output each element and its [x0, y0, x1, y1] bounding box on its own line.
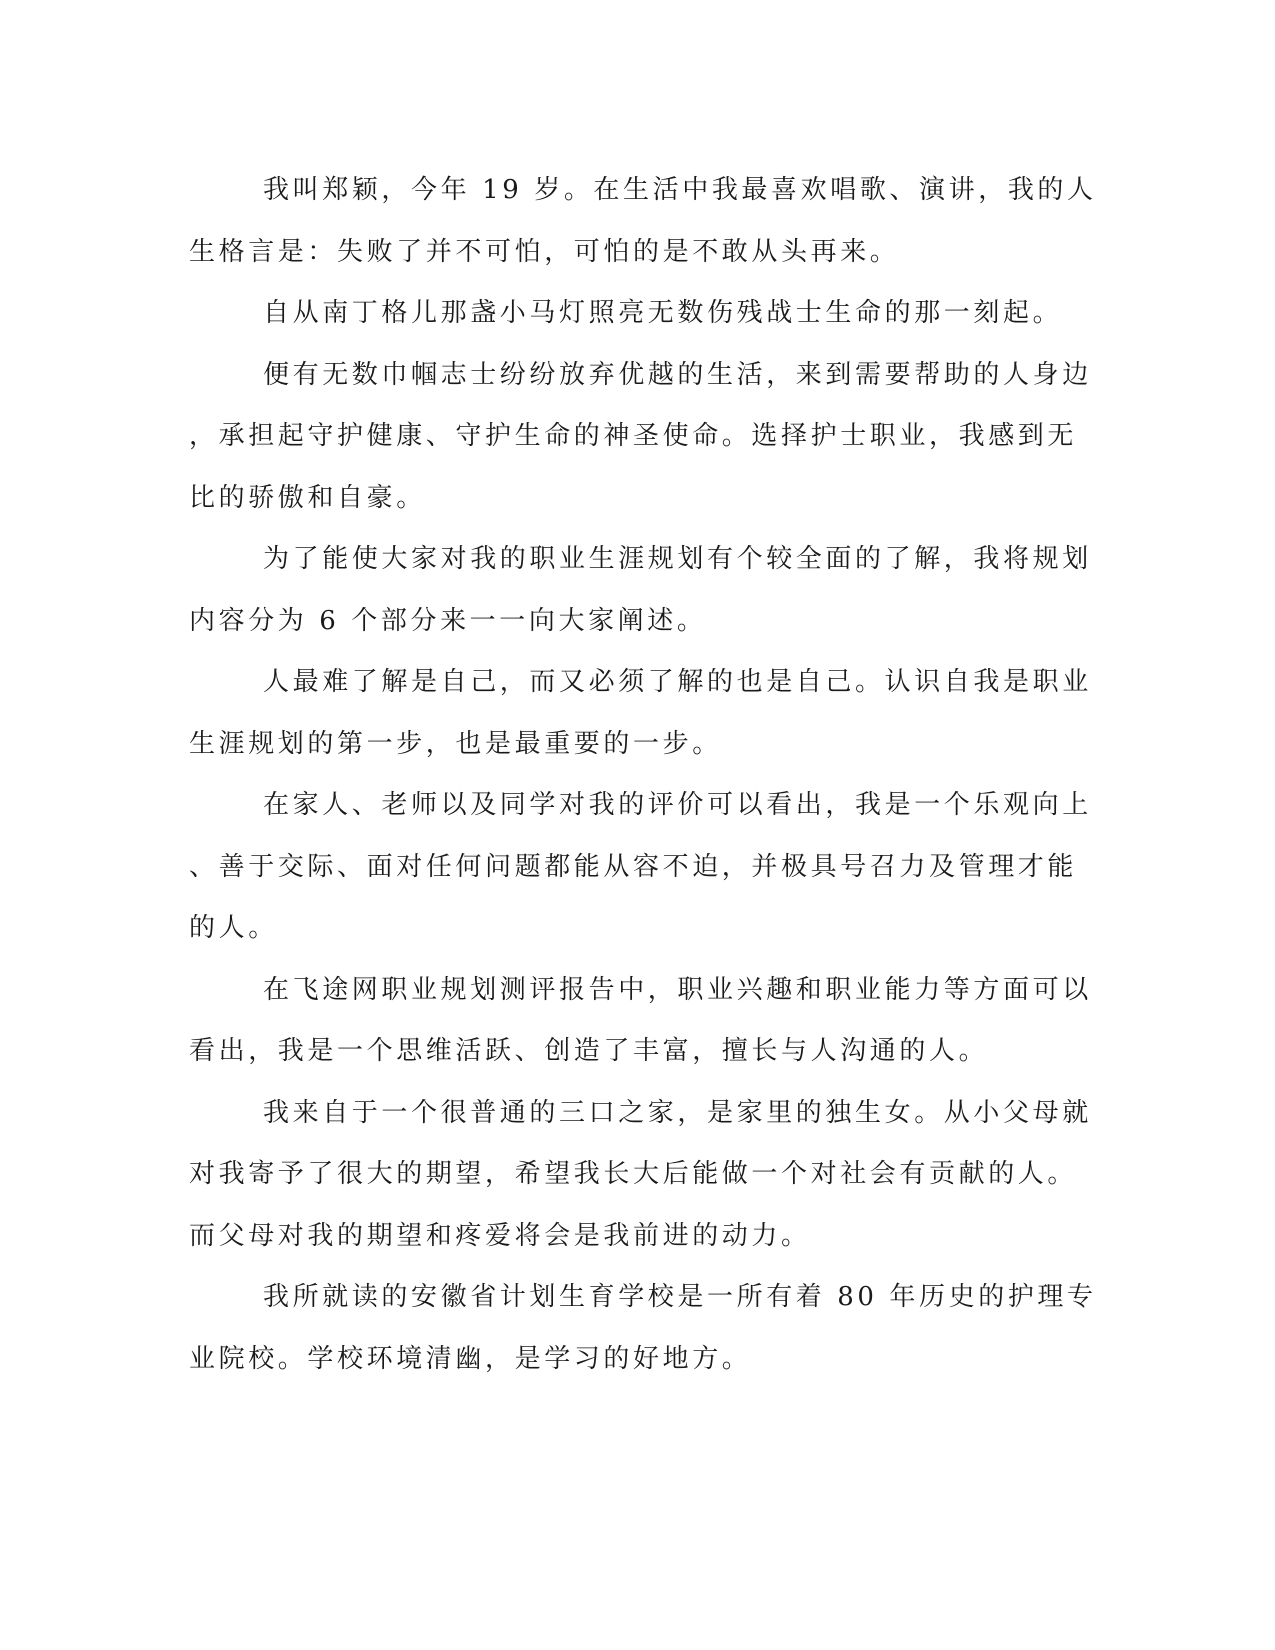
text-line: 对我寄予了很大的期望，希望我长大后能做一个对社会有贡献的人。 — [189, 1159, 1078, 1189]
text-line: 我来自于一个很普通的三口之家，是家里的独生女。从小父母就 — [263, 1097, 1092, 1128]
text-line: 看出，我是一个思维活跃、创造了丰富，擅长与人沟通的人。 — [189, 1036, 989, 1066]
text-line: 、善于交际、面对任何问题都能从容不迫，并极具号召力及管理才能 — [189, 851, 1078, 882]
text-line: 的人。 — [189, 913, 278, 943]
text-line: 为了能使大家对我的职业生涯规划有个较全面的了解，我将规划 — [263, 544, 1092, 574]
text-line: 而父母对我的期望和疼爱将会是我前进的动力。 — [189, 1220, 811, 1251]
text-line: 在家人、老师以及同学对我的评价可以看出，我是一个乐观向上 — [263, 790, 1092, 820]
text-line: 自从南丁格儿那盏小马灯照亮无数伤残战士生命的那一刻起。 — [263, 298, 1063, 328]
text-line: 内容分为 6 个部分来一一向大家阐述。 — [189, 605, 707, 636]
text-line: ，承担起守护健康、守护生命的神圣使命。选择护士职业，我感到无 — [189, 421, 1078, 451]
document-body — [189, 160, 1097, 1390]
text-line: 便有无数巾帼志士纷纷放弃优越的生活，来到需要帮助的人身边 — [263, 359, 1092, 390]
text-line: 生涯规划的第一步，也是最重要的一步。 — [189, 728, 722, 759]
text-line: 比的骄傲和自豪。 — [189, 482, 426, 513]
text-line: 人最难了解是自己，而又必须了解的也是自己。认识自我是职业 — [263, 667, 1092, 697]
text-line: 我叫郑颖，今年 19 岁。在生活中我最喜欢唱歌、演讲，我的人 — [263, 175, 1097, 205]
text-line: 生格言是：失败了并不可怕，可怕的是不敢从头再来。 — [189, 236, 900, 267]
text-line: 在飞途网职业规划测评报告中，职业兴趣和职业能力等方面可以 — [263, 974, 1092, 1005]
text-line: 业院校。学校环境清幽，是学习的好地方。 — [189, 1343, 752, 1374]
text-line: 我所就读的安徽省计划生育学校是一所有着 80 年历史的护理专 — [263, 1282, 1097, 1312]
